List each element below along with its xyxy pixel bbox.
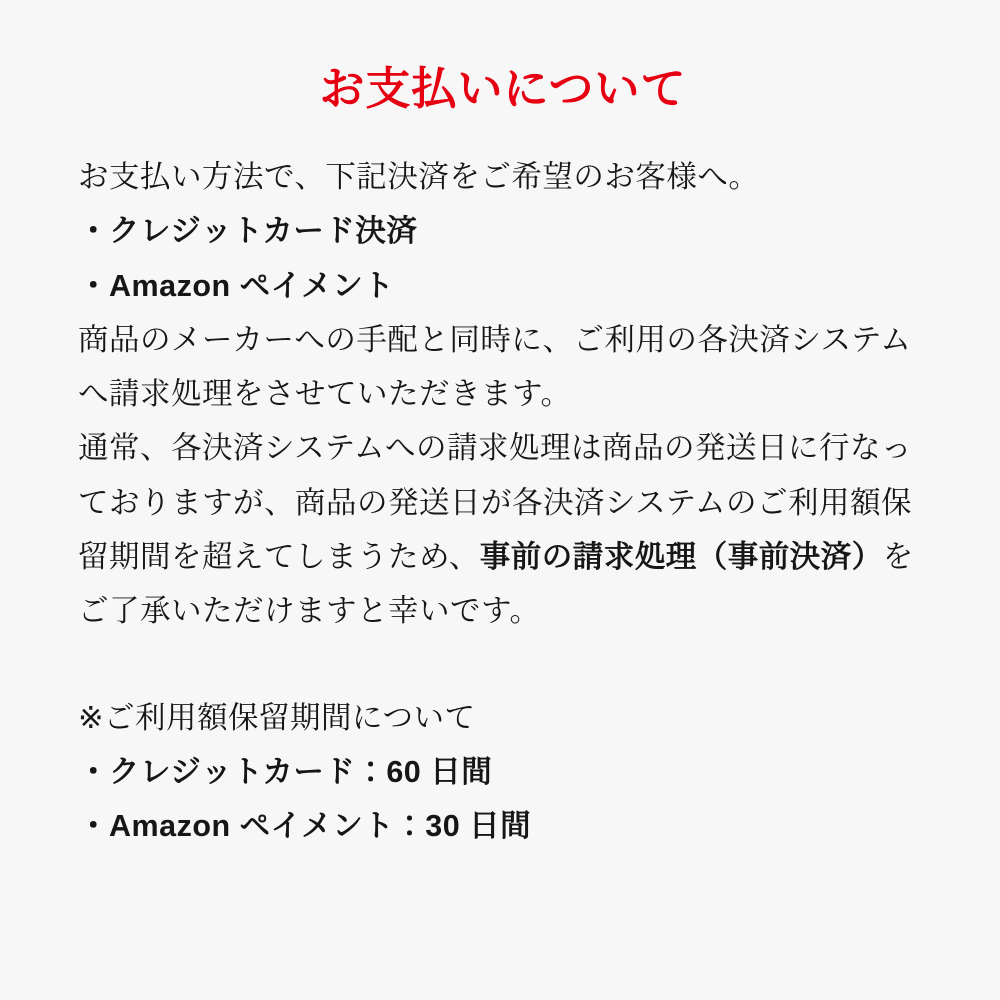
- document-body: [78, 150, 928, 853]
- paragraph-advance-billing: [78, 421, 928, 638]
- paragraph-advance-billing-emphasis: 事前の請求処理（事前決済）: [479, 539, 883, 574]
- note-heading: ※ご利用額保留期間について: [78, 700, 476, 735]
- note-item-amazon-payment: ・Amazon ペイメント：30 日間: [78, 809, 532, 844]
- page-title: お支払いについて: [319, 63, 687, 114]
- payment-method-item-credit-card: ・クレジットカード決済: [78, 214, 418, 249]
- paragraph-advance-billing-part1: 通常、各決済システムへの請求処理は商品の発送日に行なっておりますが、商品の発送日が各決済システムのご利用額保留期間を超えてしまうため、: [78, 431, 912, 574]
- section-spacer: [78, 639, 928, 691]
- note-item-credit-card: ・クレジットカード：60 日間: [78, 754, 493, 789]
- intro-paragraph: お支払い方法で、下記決済をご希望のお客様へ。: [78, 160, 760, 194]
- paragraph-billing-timing: 商品のメーカーへの手配と同時に、ご利用の各決済システムへ請求処理をさせていただきます。: [78, 322, 912, 412]
- payment-method-item-amazon-payment: ・Amazon ペイメント: [78, 268, 395, 303]
- paragraph-advance-billing-part2: をご了承いただけますと幸いです。: [78, 539, 914, 629]
